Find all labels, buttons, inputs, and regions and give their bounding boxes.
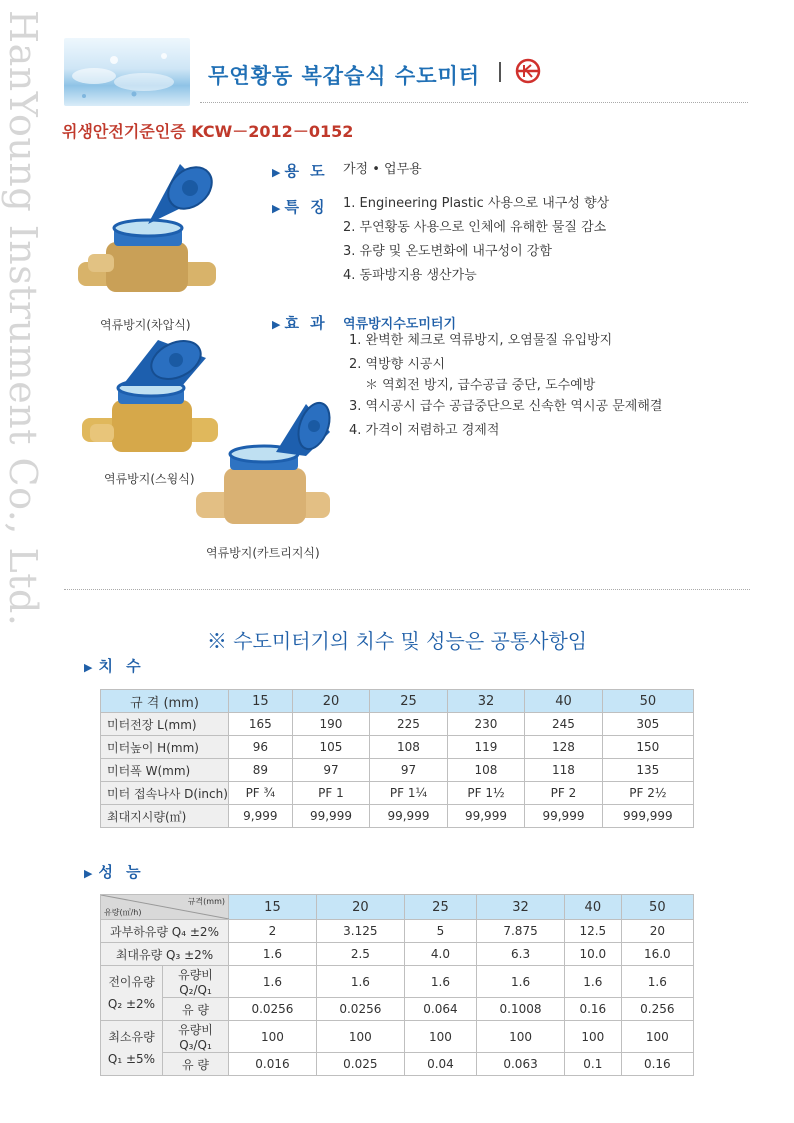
table-row xyxy=(101,713,694,736)
table-cell: 99,999 xyxy=(370,805,448,828)
table-cell: 105 xyxy=(292,736,370,759)
table-header: 25 xyxy=(370,690,448,713)
table-header: 40 xyxy=(565,895,622,920)
table-cell: 118 xyxy=(525,759,603,782)
table-cell: 2 xyxy=(229,920,317,943)
table-cell: 0.04 xyxy=(404,1053,476,1076)
table-cell: 230 xyxy=(447,713,525,736)
table-cell: 305 xyxy=(602,713,693,736)
triangle-bullet-icon: ▶ xyxy=(272,202,281,215)
table-cell: 1.6 xyxy=(477,966,565,998)
list-item: 4. 가격이 저렴하고 경제적 xyxy=(349,423,500,438)
table-header: 20 xyxy=(292,690,370,713)
effect-list xyxy=(349,329,662,443)
table-cell: 12.5 xyxy=(565,920,622,943)
feature-label: ▶ 특 징 xyxy=(272,198,328,216)
certification-number: 위생안전기준인증 KCW－2012－0152 xyxy=(62,122,354,141)
use-text: 가정 • 업무용 xyxy=(343,162,422,177)
table-cell: 0.064 xyxy=(404,998,476,1021)
feature-list xyxy=(343,192,609,288)
table-cell: 99,999 xyxy=(447,805,525,828)
table-cell: PF 1 xyxy=(292,782,370,805)
corner-label-flow: 유량(㎥/h) xyxy=(104,908,142,917)
table-row xyxy=(101,782,694,805)
table-header: 25 xyxy=(404,895,476,920)
row-label: 과부하유량 Q₄ ±2% xyxy=(101,920,229,943)
table-cell: PF 2 xyxy=(525,782,603,805)
table-cell: PF ¾ xyxy=(229,782,293,805)
table-cell: 97 xyxy=(370,759,448,782)
table-cell: 108 xyxy=(370,736,448,759)
table-cell: 96 xyxy=(229,736,293,759)
table-row xyxy=(101,998,694,1021)
table-cell: 100 xyxy=(477,1021,565,1053)
table-cell: 190 xyxy=(292,713,370,736)
corner-label-size: 규격(mm) xyxy=(187,897,225,906)
row-label: 유량비Q₂/Q₁ xyxy=(163,966,229,998)
table-cell: 0.1008 xyxy=(477,998,565,1021)
page-title: 무연황동 복갑습식 수도미터 xyxy=(208,64,481,88)
table-cell: 108 xyxy=(447,759,525,782)
common-spec-notice: ※ 수도미터기의 치수 및 성능은 공통사항임 xyxy=(206,629,588,653)
table-cell: 100 xyxy=(404,1021,476,1053)
perf-section-label: ▶ 성 능 xyxy=(84,863,145,881)
row-label: 미터 접속나사 D(inch) xyxy=(101,782,229,805)
table-header-row xyxy=(101,690,694,713)
section-divider xyxy=(64,589,750,590)
list-subitem: ＊ 역회전 방지, 급수공급 중단, 도수예방 xyxy=(365,378,596,393)
group-label-line: Q₁ ±5% xyxy=(107,1052,156,1066)
title-divider xyxy=(499,62,501,82)
table-cell: 128 xyxy=(525,736,603,759)
table-cell: PF 1¼ xyxy=(370,782,448,805)
list-item: 2. 역방향 시공시 xyxy=(349,357,446,372)
table-cell: 0.016 xyxy=(229,1053,317,1076)
table-cell: 1.6 xyxy=(229,966,317,998)
meter-image-cartridge xyxy=(196,400,336,539)
performance-table xyxy=(100,894,694,1076)
table-header: 50 xyxy=(621,895,693,920)
table-cell: 165 xyxy=(229,713,293,736)
company-watermark: HanYoung Instrument Co., Ltd. xyxy=(1,10,45,627)
row-label: 최대유량 Q₃ ±2% xyxy=(101,943,229,966)
row-label: 유 량 xyxy=(163,998,229,1021)
list-item: 3. 역시공시 급수 공급중단으로 신속한 역시공 문제해결 xyxy=(349,399,663,414)
table-cell: 5 xyxy=(404,920,476,943)
table-header: 50 xyxy=(602,690,693,713)
table-cell: 1.6 xyxy=(404,966,476,998)
table-cell: PF 2½ xyxy=(602,782,693,805)
table-cell: 89 xyxy=(229,759,293,782)
table-cell: 245 xyxy=(525,713,603,736)
triangle-bullet-icon: ▶ xyxy=(84,661,93,674)
list-item: 2. 무연황동 사용으로 인체에 유해한 물질 감소 xyxy=(343,220,607,235)
table-header: 20 xyxy=(316,895,404,920)
row-label: 미터전장 L(mm) xyxy=(101,713,229,736)
table-cell: 0.256 xyxy=(621,998,693,1021)
header-divider xyxy=(200,102,748,103)
row-label: 유 량 xyxy=(163,1053,229,1076)
table-row xyxy=(101,759,694,782)
table-cell: 135 xyxy=(602,759,693,782)
table-cell: 7.875 xyxy=(477,920,565,943)
table-cell: 6.3 xyxy=(477,943,565,966)
list-item: 3. 유량 및 온도변화에 내구성이 강함 xyxy=(343,244,552,259)
table-cell: 20 xyxy=(621,920,693,943)
table-cell: 97 xyxy=(292,759,370,782)
table-cell: 2.5 xyxy=(316,943,404,966)
triangle-bullet-icon: ▶ xyxy=(272,166,281,179)
table-cell: 10.0 xyxy=(565,943,622,966)
meter-caption: 역류방지(차압식) xyxy=(100,318,191,332)
table-cell: 1.6 xyxy=(621,966,693,998)
table-cell: 9,999 xyxy=(229,805,293,828)
use-label: ▶ 용 도 xyxy=(272,162,328,180)
meter-caption: 역류방지(스윙식) xyxy=(104,472,195,486)
table-row xyxy=(101,943,694,966)
table-header: 규 격 (mm) xyxy=(101,690,229,713)
list-item: 4. 동파방지용 생산가능 xyxy=(343,268,477,283)
table-row xyxy=(101,1021,694,1053)
row-label: 미터폭 W(mm) xyxy=(101,759,229,782)
table-cell: PF 1½ xyxy=(447,782,525,805)
table-cell: 0.1 xyxy=(565,1053,622,1076)
list-item: 1. Engineering Plastic 사용으로 내구성 향상 xyxy=(343,196,610,211)
table-cell: 1.6 xyxy=(316,966,404,998)
table-cell: 119 xyxy=(447,736,525,759)
table-cell: 100 xyxy=(565,1021,622,1053)
ks-certification-icon xyxy=(515,58,541,84)
effect-label: ▶ 효 과 xyxy=(272,314,328,332)
water-splash-image xyxy=(64,38,190,106)
dimensions-table xyxy=(100,689,694,828)
table-row xyxy=(101,966,694,998)
group-label-line: Q₂ ±2% xyxy=(107,997,156,1011)
table-cell: 0.16 xyxy=(565,998,622,1021)
table-cell: 0.025 xyxy=(316,1053,404,1076)
table-cell: 100 xyxy=(229,1021,317,1053)
triangle-bullet-icon: ▶ xyxy=(84,867,93,880)
table-row xyxy=(101,920,694,943)
table-header: 32 xyxy=(477,895,565,920)
row-label: 유량비Q₃/Q₁ xyxy=(163,1021,229,1053)
table-cell: 3.125 xyxy=(316,920,404,943)
table-header: 15 xyxy=(229,690,293,713)
table-cell: 0.0256 xyxy=(229,998,317,1021)
triangle-bullet-icon: ▶ xyxy=(272,318,281,331)
effect-subtitle: 역류방지수도미터기 xyxy=(343,317,457,332)
dims-section-label: ▶ 치 수 xyxy=(84,657,145,675)
diagonal-header-cell xyxy=(101,895,229,920)
meter-caption: 역류방지(카트리지식) xyxy=(206,546,320,560)
table-row xyxy=(101,805,694,828)
row-label: 최대지시량(㎥) xyxy=(101,805,229,828)
table-cell: 4.0 xyxy=(404,943,476,966)
table-row xyxy=(101,1053,694,1076)
table-header: 32 xyxy=(447,690,525,713)
table-row xyxy=(101,736,694,759)
table-cell: 99,999 xyxy=(292,805,370,828)
table-cell: 0.16 xyxy=(621,1053,693,1076)
table-cell: 225 xyxy=(370,713,448,736)
table-cell: 16.0 xyxy=(621,943,693,966)
group-label-minimum xyxy=(101,1021,163,1076)
table-cell: 0.063 xyxy=(477,1053,565,1076)
row-label: 미터높이 H(mm) xyxy=(101,736,229,759)
table-cell: 100 xyxy=(621,1021,693,1053)
group-label-line: 최소유량 xyxy=(108,1030,155,1044)
table-header: 40 xyxy=(525,690,603,713)
table-cell: 1.6 xyxy=(229,943,317,966)
table-header-row xyxy=(101,895,694,920)
table-cell: 1.6 xyxy=(565,966,622,998)
table-cell: 150 xyxy=(602,736,693,759)
group-label-transition xyxy=(101,966,163,1021)
table-cell: 100 xyxy=(316,1021,404,1053)
table-cell: 999,999 xyxy=(602,805,693,828)
list-item: 1. 완벽한 체크로 역류방지, 오염물질 유입방지 xyxy=(349,333,613,348)
group-label-line: 전이유량 xyxy=(108,975,155,989)
table-cell: 99,999 xyxy=(525,805,603,828)
table-cell: 0.0256 xyxy=(316,998,404,1021)
meter-image-differential xyxy=(78,158,218,307)
table-header: 15 xyxy=(229,895,317,920)
